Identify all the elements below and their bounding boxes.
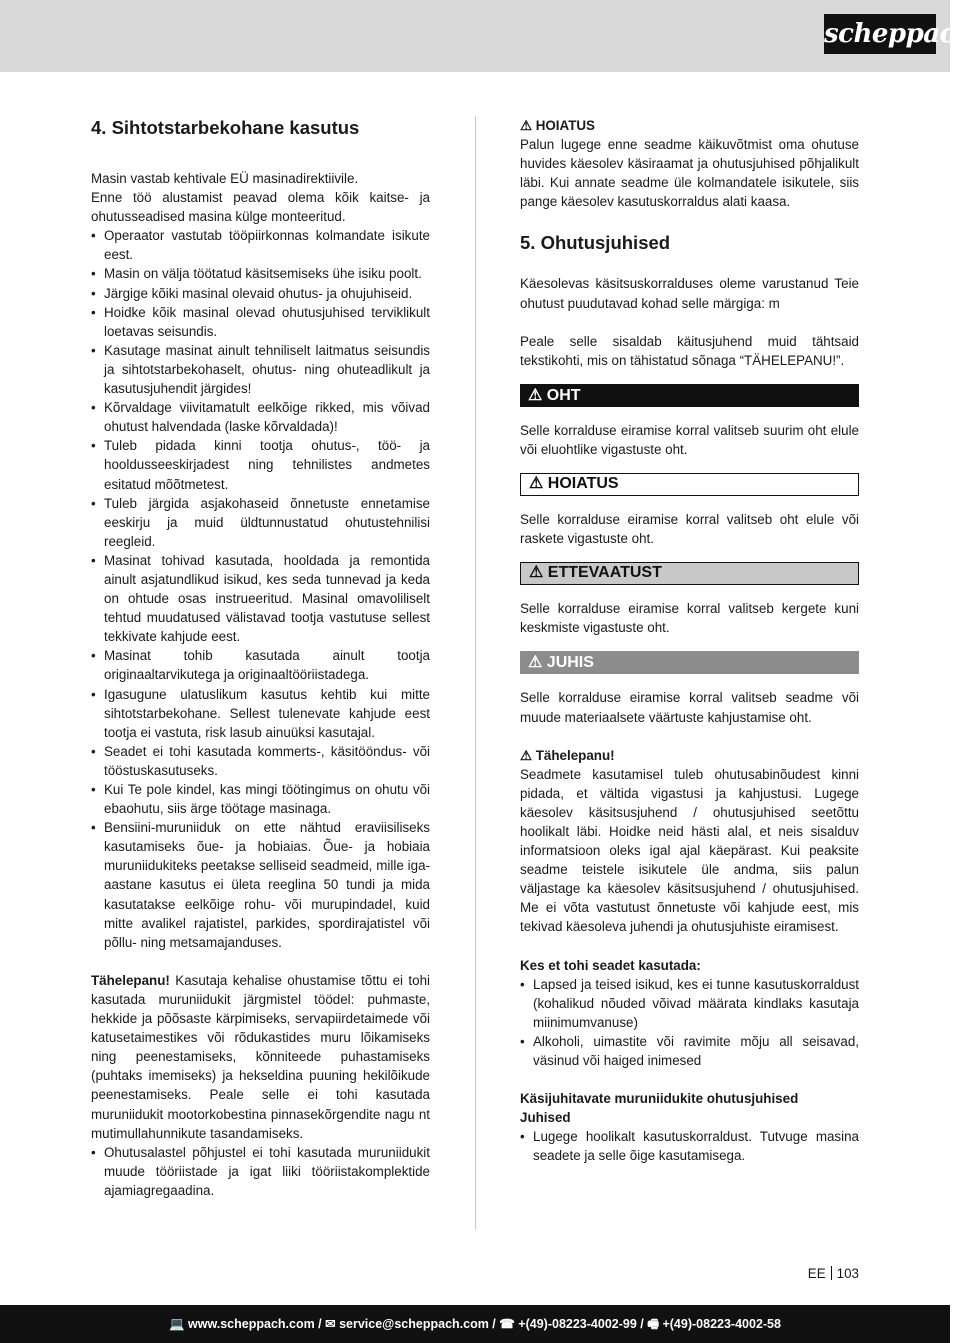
list-item: • Hoidke kõik masinal olevad ohutusjuhised terviklikult loetavas seisundis. <box>91 303 430 341</box>
note-text: Kasutaja kehalise ohustamise tõttu ei tohi kasutada muruniidukit järgmistel töödel: puhmaste, hekkide ja põõsaste kärpimiseks, servapiirdetaimede või katusetaimestikes või rõdukastides muru lõikamiseks ning peenestamiseks, kõnniteede puhastamiseks (puhtaks imemiseks) ja hekseldina puuning hekilõikude peenestamiseks. Peale selle ei tohi kasutada muruniidukit mootorkobestina pinnasekõrgendite nagu nt mutimullahunnikute tasandamiseks. <box>91 972 430 1141</box>
usage-bullets <box>91 226 430 952</box>
left-column <box>91 116 430 1200</box>
header-bar <box>0 0 950 72</box>
list-item: • Masinat tohib kasutada ainult tootja originaaltarvikutega ja originaaltööriistadega. <box>91 646 430 684</box>
list-item: • Lugege hoolikalt kasutuskorraldust. Tutvuge masina seadete ja selle õige kasutamisega. <box>520 1127 859 1165</box>
list-item: • Kui Te pole kindel, kas mingi töötingimus on ohutu või ebaohutu, siis ärge töötage masinaga. <box>91 780 430 818</box>
mower-heading: Käsijuhitavate muruniidukite ohutusjuhised <box>520 1091 799 1107</box>
note-bullets <box>91 1143 430 1200</box>
list-item: • Bensiini-muruniiduk on ette nähtud eraviisiliseks kasutamiseks õue- ja hobiaias. Õue- ja hobiaia muruniidukiteks peetakse selliseid seadmeid, mille iga-aastane kasutus ei ületa reeglina 50 tundi ja mida kasutatakse eelkõige rohu- või murupindadel, kuid mitte avalikel rajatistel, parkides, spordirajatistel või põllu- ning metsamajanduses. <box>91 818 430 952</box>
signal-ettevaatust-label: ⚠ ETTEVAATUST <box>520 562 859 585</box>
list-item: • Ohutusalastel põhjustel ei tohi kasutada muruniidukit muude tööriistade ja igat liiki tööriistakomplektide ajamiagregaadina. <box>91 1143 430 1200</box>
signal-juhis-text: Selle korralduse eiramise korral valitseb seadme või muude materiaalsete väärtuste kahjustamise oht. <box>520 690 859 725</box>
who-bullets <box>520 975 859 1070</box>
signal-ettevaatust-text: Selle korralduse eiramise korral valitseb kergete kuni keskmiste vigastuste oht. <box>520 601 859 636</box>
note-label: Tähelepanu! <box>91 972 170 988</box>
page-lang: EE <box>807 1266 826 1281</box>
section-5-heading: 5. Ohutusjuhised <box>520 232 671 254</box>
mower-bullets <box>520 1127 859 1165</box>
attention-text: Seadmete kasutamisel tuleb ohutusabinõudest kinni pidada, et vältida vigastusi ja kahjustusi. Lugege käesolev käsitsusjuhend / ohutusjuhised seetõttu hoolikalt läbi. Hoidke neid hästi alal, et neis sisalduv informatsioon oleks igal ajal käepärast. Kui peaksite seadme teistele isikutele üle andma, siis palun väljastage ka käesolev käsitsusjuhend / ohutusjuhised. Me ei võta vastutust õnnetuste või kahjude eest, mis tekivad käesoleva juhendi ja ohutusjuhiste eiramisest. <box>520 766 859 935</box>
note-paragraph <box>91 971 430 1143</box>
attention-word-paragraph: Peale selle sisaldab käitusjuhend muid tähtsaid tekstikohti, mis on tähistatud sõnaga “TÄHELEPANU!”. <box>520 333 859 368</box>
list-item: • Masinat tohivad kasutada, hooldada ja remontida ainult asjatundlikud isikud, kes seda tunnevad ja keda on ohtude osas instrueeritud. Masinal omavoliliselt tehtud muudatused välistavad tootja vastutuse sellest tekkivate kahjude eest. <box>91 551 430 646</box>
list-item: • Seadet ei tohi kasutada kommerts-, käsitööndus- või tööstuskasutuseks. <box>91 742 430 780</box>
list-item: • Operaator vastutab tööpiirkonnas kolmandate isikute eest. <box>91 226 430 264</box>
footer-contact-text: 💻 www.scheppach.com / ✉ service@scheppach.com / ☎ +(49)-08223-4002-99 / 🖷 +(49)-08223-4002-58 <box>169 1317 781 1331</box>
hoiatus-text: Palun lugege enne seadme käikuvõtmist oma ohutuse huvides käesolev käsiraamat ja ohutusjuhised põhjalikult läbi. Kui annate seadme üle kolmandatele isikutele, siis pange käesolev kasutuskorraldus alati kaasa. <box>520 137 859 210</box>
list-item: • Kasutage masinat ainult tehniliselt laitmatus seisundis ja sihtotstarbekohaselt, ohutus- ning ohuteadlikult ja kasutusjuhendit järgides! <box>91 341 430 398</box>
who-heading: Kes et tohi seadet kasutada: <box>520 957 701 973</box>
signal-juhis-label: ⚠ JUHIS <box>520 651 859 674</box>
list-item: • Järgige kõiki masinal olevaid ohutus- ja ohujuhiseid. <box>91 284 430 303</box>
list-item: • Tuleb pidada kinni tootja ohutus-, töö- ja hooldusseeskirjadest ning tehnilistes andmetes esitatud mõõtmetest. <box>91 436 430 493</box>
list-item: • Tuleb järgida asjakohaseid õnnetuste ennetamise eeskirju ja muid üldtunnustatud ohutustehnilisi reegleid. <box>91 494 430 551</box>
signal-hoiatus-text: Selle korralduse eiramise korral valitseb oht elule või raskete vigastuste oht. <box>520 512 859 547</box>
page-num: 103 <box>836 1266 859 1281</box>
list-item: • Lapsed ja teised isikud, kes ei tunne kasutuskorraldust (kohalikud nõuded võivad määrata kindlaks kasutaja miinimumvanuse) <box>520 975 859 1032</box>
signal-oht-label: ⚠ OHT <box>520 384 859 407</box>
list-item: • Kõrvaldage viivitamatult eelkõige rikked, mis võivad ohutust halvendada (laske kõrvaldada)! <box>91 398 430 436</box>
list-item: • Masin on välja töötatud käsitsemiseks ühe isiku poolt. <box>91 264 430 283</box>
right-column <box>520 116 859 1165</box>
scheppach-logo: scheppach <box>824 14 936 54</box>
list-item: • Igasugune ulatuslikum kasutus kehtib kui mitte sihtotstarbekohane. Sellest tulenevate kahjude eest tootja ei vastuta, risk lasub ainuüksi kasutajal. <box>91 685 430 742</box>
attention-label: ⚠ Tähelepanu! <box>520 747 615 763</box>
section-4-heading: 4. Sihtotstarbekohane kasutus <box>91 117 360 138</box>
signal-oht-text: Selle korralduse eiramise korral valitseb suurim oht elule või eluohtlike vigastuste oht. <box>520 422 859 457</box>
column-divider <box>475 116 476 1230</box>
signal-hoiatus-label: ⚠ HOIATUS <box>520 473 859 496</box>
intro-text: Masin vastab kehtivale EÜ masinadirektiivile. Enne töö alustamist peavad olema kõik kaitse- ja ohutusseadised masina külge monteeritud. <box>91 171 430 225</box>
page-number <box>808 1266 859 1281</box>
page-separator <box>831 1266 832 1280</box>
mower-subheading: Juhised <box>520 1110 571 1126</box>
list-item: • Alkoholi, uimastite või ravimite mõju all seisavad, väsinud või haiged inimesed <box>520 1032 859 1070</box>
footer-contact-bar <box>0 1305 950 1343</box>
hoiatus-label: ⚠ HOIATUS <box>520 118 595 133</box>
symbol-paragraph: Käesolevas käsitsuskorralduses oleme varustanud Teie ohutust puudutavad kohad selle märgiga: m <box>520 276 859 311</box>
